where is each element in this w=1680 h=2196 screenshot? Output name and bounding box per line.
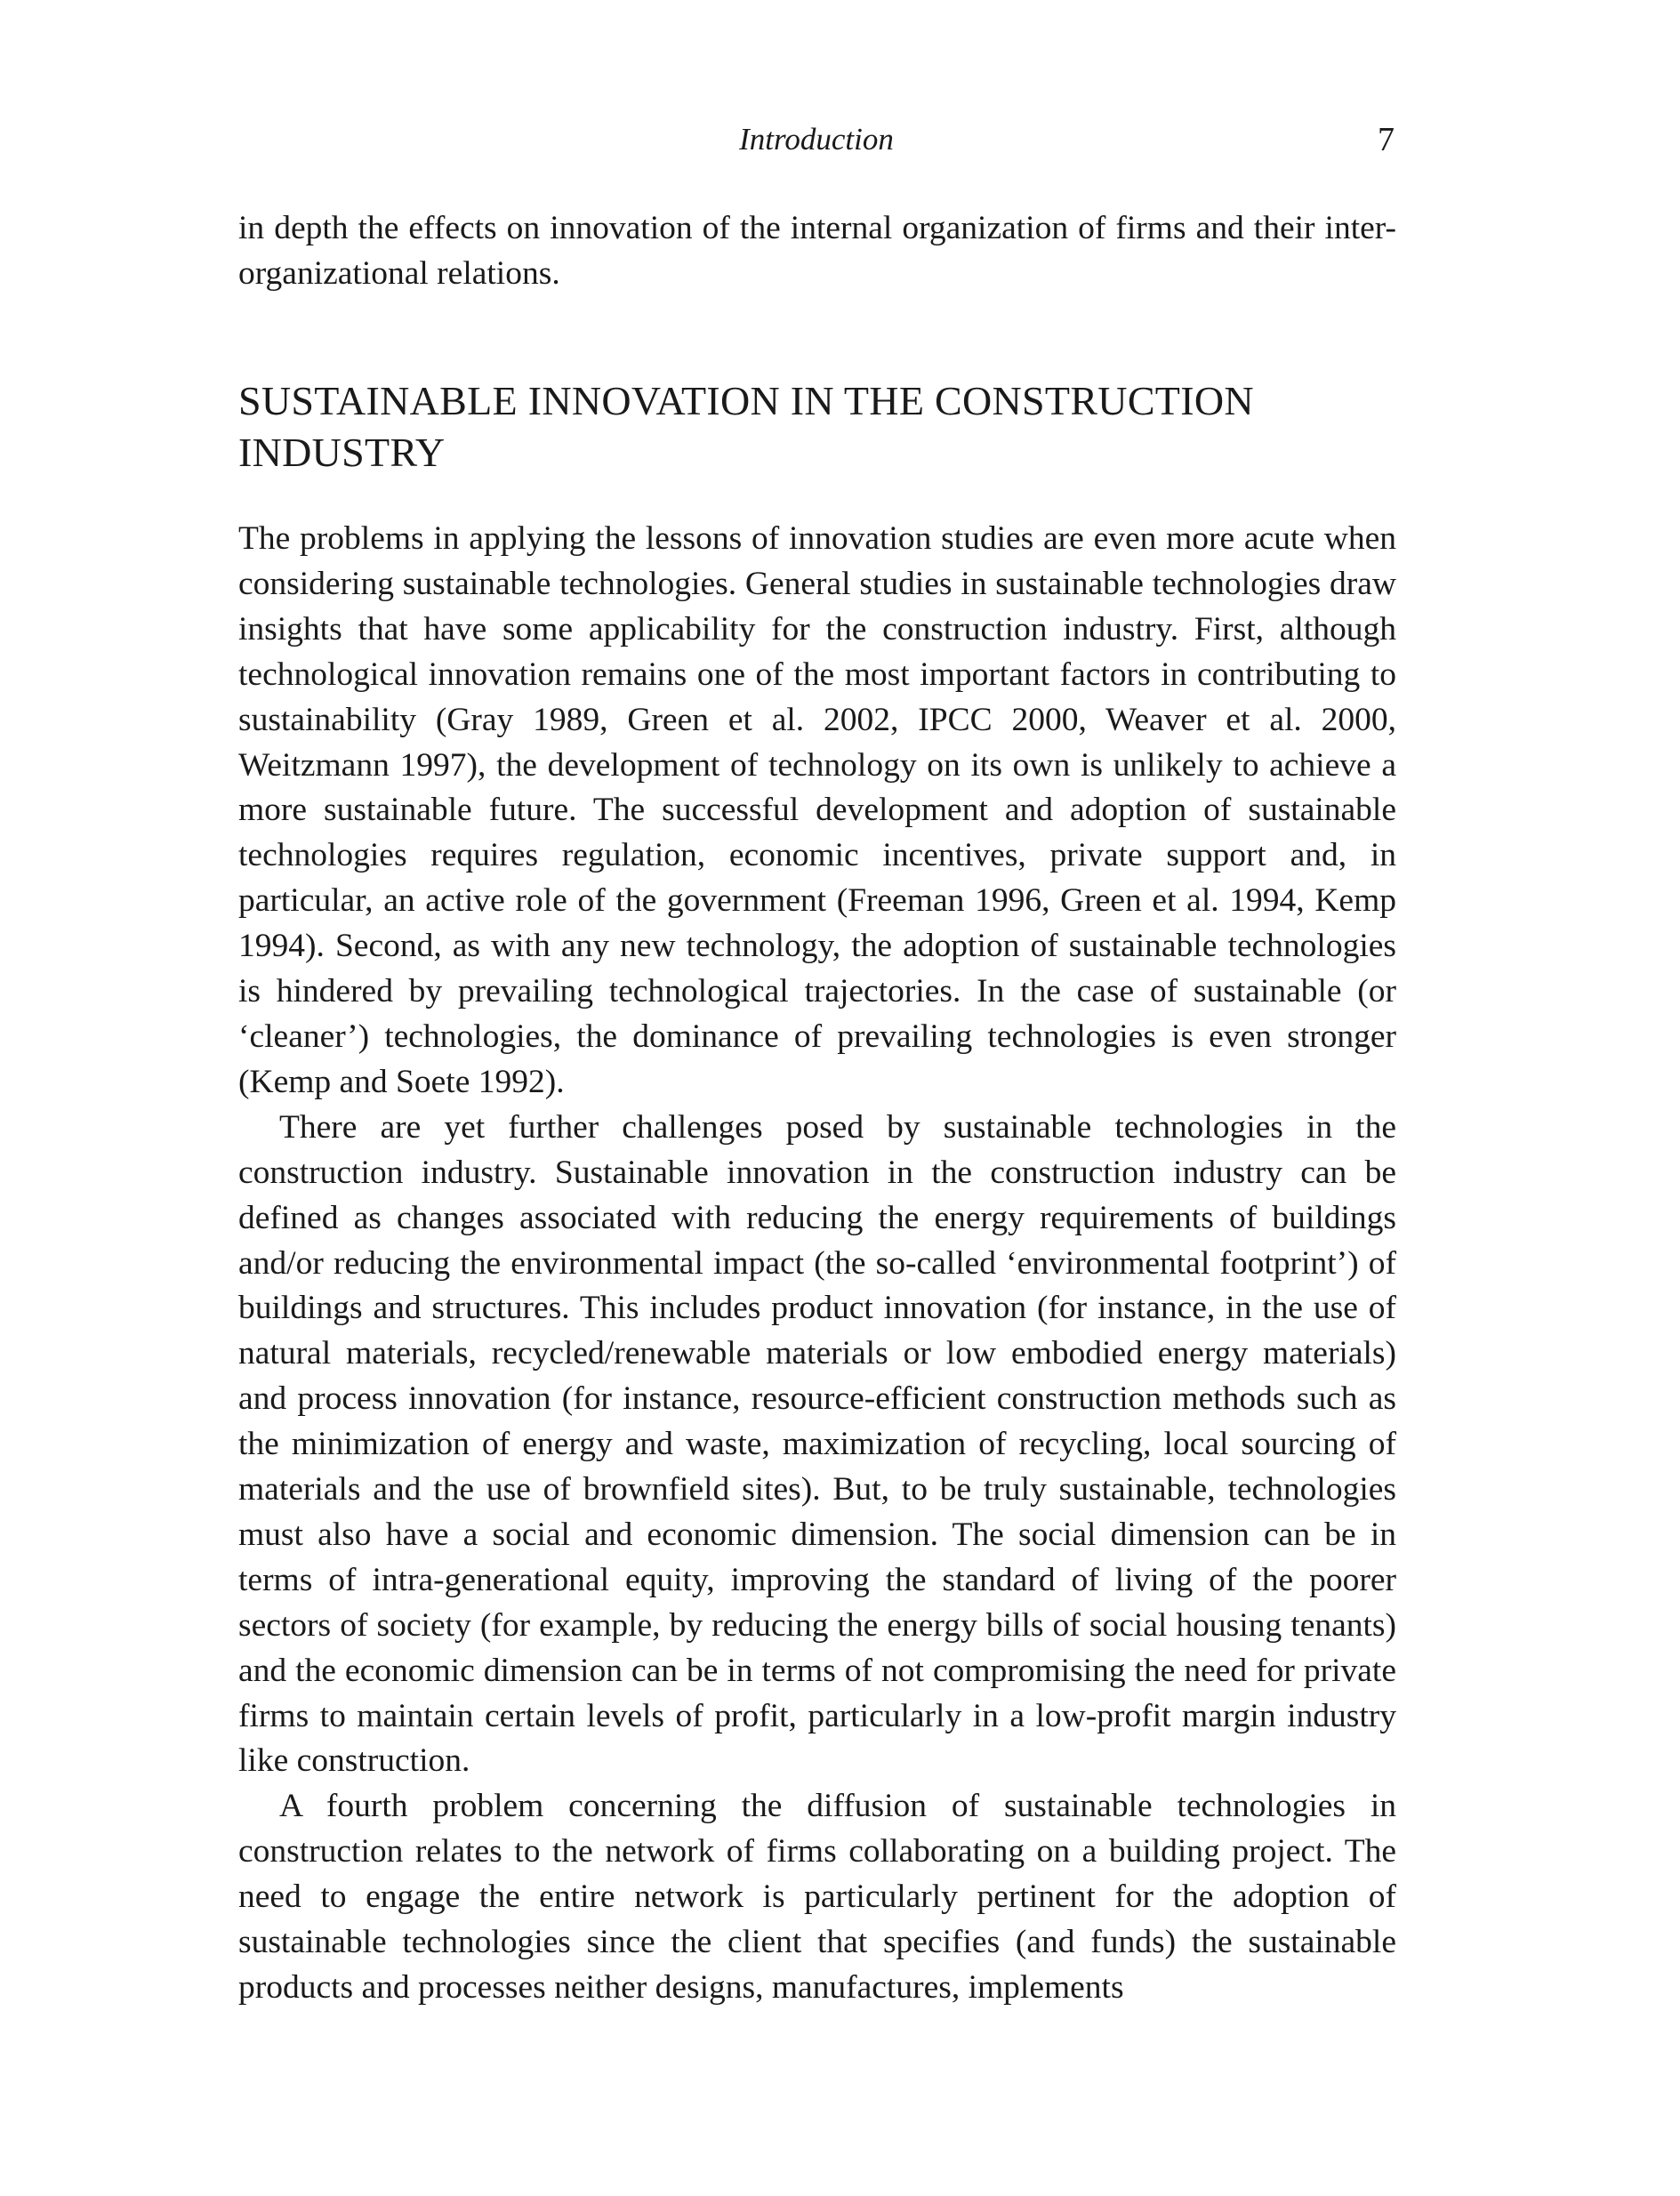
continued-paragraph: in depth the effects on innovation of the internal organization of firms and their inter-organizational relations. bbox=[238, 210, 1396, 292]
body-paragraph-3: A fourth problem concerning the diffusion of sustainable technologies in construction relates to the network of firms collaborating on a building project. The need to engage the entire network is particularly pertinent for the adoption of sustainable technologies since the client that specifies (and funds) the sustainable products and processes neither designs, manufactures, implements bbox=[238, 1788, 1396, 2006]
section-body bbox=[238, 517, 1396, 2011]
running-head bbox=[238, 117, 1395, 162]
body-paragraph-1: The problems in applying the lessons of innovation studies are even more acute when considering sustainable technologies. General studies in sustainable technologies draw insights that have some applicability for the construction industry. First, although technological innovation remains one of the most important factors in contributing to sustainability (Gray 1989, Green et al. 2002, IPCC 2000, Weaver et al. 2000, Weitzmann 1997), the development of technology on its own is unlikely to achieve a more sustainable future. The successful development and adoption of sustainable technologies requires regulation, economic incentives, private support and, in particular, an active role of the government (Freeman 1996, Green et al. 1994, Kemp 1994). Second, as with any new technology, the adoption of sustainable technologies is hindered by prevailing technological trajectories. In the case of sustainable (or ‘cleaner’) technologies, the dominance of prevailing technologies is even stronger (Kemp and Soete 1992). bbox=[238, 520, 1396, 1100]
body-paragraph-2: There are yet further challenges posed by sustainable technologies in the construction industry. Sustainable innovation in the construction industry can be defined as changes associated with reducing the energy requirements of buildings and/or reducing the environmental impact (the so-called ‘environmental footprint’) of buildings and structures. This includes product innovation (for instance, in the use of natural materials, recycled/renewable materials or low embodied energy materials) and process innovation (for instance, resource-efficient construction methods such as the minimization of energy and waste, maximization of recycling, local sourcing of materials and the use of brownfield sites). But, to be truly sustainable, technologies must also have a social and economic dimension. The social dimension can be in terms of intra-generational equity, improving the standard of living of the poorer sectors of society (for example, by reducing the energy bills of social housing tenants) and the economic dimension can be in terms of not compromising the need for private firms to maintain certain levels of profit, particularly in a low-profit margin industry like construction. bbox=[238, 1108, 1396, 1780]
running-title: Introduction bbox=[739, 122, 894, 157]
section-heading: SUSTAINABLE INNOVATION IN THE CONSTRUCTION INDUSTRY bbox=[238, 378, 1254, 475]
page-number: 7 bbox=[1378, 121, 1395, 158]
continued-text-block bbox=[238, 206, 1396, 297]
